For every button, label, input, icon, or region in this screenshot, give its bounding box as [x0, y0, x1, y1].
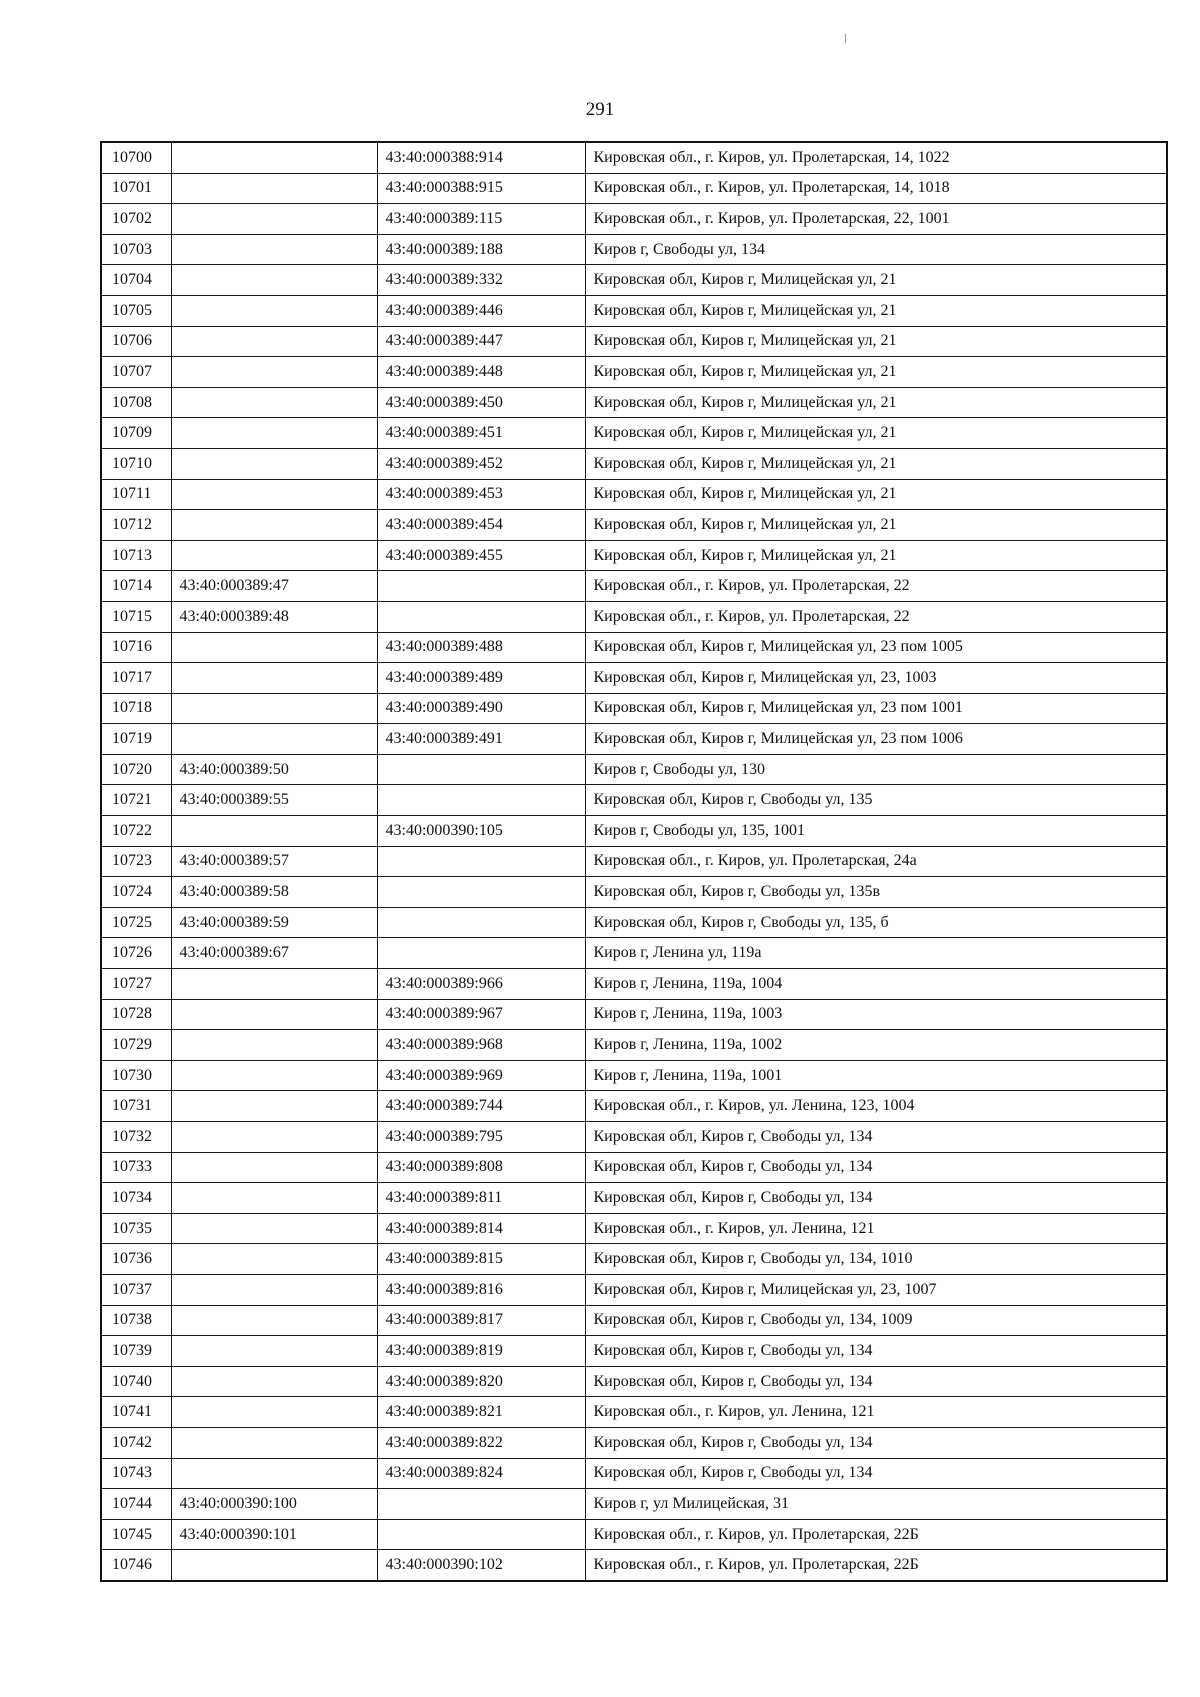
table-row	[101, 571, 1167, 602]
address-cell: Кировская обл, Киров г, Милицейская ул, 21	[585, 295, 1167, 326]
row-number-cell: 10702	[101, 204, 171, 235]
table-row	[101, 938, 1167, 969]
parcel-cadastral-number-cell	[171, 724, 377, 755]
address-cell: Кировская обл, Киров г, Милицейская ул, 21	[585, 418, 1167, 449]
parcel-cadastral-number-cell	[171, 1550, 377, 1581]
address-cell: Кировская обл, Киров г, Свободы ул, 134, 1009	[585, 1305, 1167, 1336]
address-cell: Кировская обл., г. Киров, ул. Пролетарская, 22Б	[585, 1550, 1167, 1581]
row-number-cell: 10713	[101, 540, 171, 571]
object-cadastral-number-cell: 43:40:000389:744	[377, 1091, 585, 1122]
page-number: 291	[585, 99, 615, 120]
parcel-cadastral-number-cell: 43:40:000389:58	[171, 877, 377, 908]
address-cell: Кировская обл, Киров г, Свободы ул, 134	[585, 1366, 1167, 1397]
row-number-cell: 10742	[101, 1427, 171, 1458]
table-row	[101, 1550, 1167, 1581]
object-cadastral-number-cell: 43:40:000389:966	[377, 969, 585, 1000]
parcel-cadastral-number-cell	[171, 1152, 377, 1183]
row-number-cell: 10720	[101, 754, 171, 785]
parcel-cadastral-number-cell	[171, 1305, 377, 1336]
table-row	[101, 142, 1167, 173]
table-row	[101, 601, 1167, 632]
object-cadastral-number-cell: 43:40:000389:115	[377, 204, 585, 235]
parcel-cadastral-number-cell	[171, 510, 377, 541]
table-row	[101, 234, 1167, 265]
parcel-cadastral-number-cell	[171, 295, 377, 326]
object-cadastral-number-cell: 43:40:000389:968	[377, 1030, 585, 1061]
parcel-cadastral-number-cell	[171, 632, 377, 663]
table-row	[101, 816, 1167, 847]
row-number-cell: 10710	[101, 448, 171, 479]
object-cadastral-number-cell	[377, 571, 585, 602]
parcel-cadastral-number-cell	[171, 663, 377, 694]
address-cell: Кировская обл., г. Киров, ул. Пролетарская, 22Б	[585, 1519, 1167, 1550]
address-cell: Кировская обл, Киров г, Милицейская ул, 21	[585, 265, 1167, 296]
parcel-cadastral-number-cell: 43:40:000389:48	[171, 601, 377, 632]
table-row	[101, 540, 1167, 571]
parcel-cadastral-number-cell	[171, 816, 377, 847]
address-cell: Кировская обл, Киров г, Свободы ул, 135в	[585, 877, 1167, 908]
object-cadastral-number-cell: 43:40:000389:822	[377, 1427, 585, 1458]
parcel-cadastral-number-cell	[171, 1397, 377, 1428]
address-cell: Кировская обл, Киров г, Милицейская ул, 21	[585, 326, 1167, 357]
table-row	[101, 1060, 1167, 1091]
row-number-cell: 10703	[101, 234, 171, 265]
object-cadastral-number-cell: 43:40:000389:811	[377, 1183, 585, 1214]
table-row	[101, 1030, 1167, 1061]
address-cell: Кировская обл, Киров г, Свободы ул, 134	[585, 1122, 1167, 1153]
row-number-cell: 10700	[101, 142, 171, 173]
object-cadastral-number-cell: 43:40:000389:488	[377, 632, 585, 663]
table-row	[101, 387, 1167, 418]
address-cell: Кировская обл, Киров г, Свободы ул, 134	[585, 1336, 1167, 1367]
object-cadastral-number-cell	[377, 754, 585, 785]
object-cadastral-number-cell: 43:40:000389:188	[377, 234, 585, 265]
parcel-cadastral-number-cell	[171, 1183, 377, 1214]
parcel-cadastral-number-cell	[171, 1060, 377, 1091]
row-number-cell: 10746	[101, 1550, 171, 1581]
address-cell: Кировская обл, Киров г, Милицейская ул, 21	[585, 448, 1167, 479]
table-row	[101, 1091, 1167, 1122]
row-number-cell: 10740	[101, 1366, 171, 1397]
parcel-cadastral-number-cell	[171, 693, 377, 724]
row-number-cell: 10719	[101, 724, 171, 755]
table-row	[101, 663, 1167, 694]
parcel-cadastral-number-cell	[171, 1336, 377, 1367]
parcel-cadastral-number-cell	[171, 1213, 377, 1244]
object-cadastral-number-cell: 43:40:000389:821	[377, 1397, 585, 1428]
parcel-cadastral-number-cell	[171, 418, 377, 449]
row-number-cell: 10721	[101, 785, 171, 816]
row-number-cell: 10731	[101, 1091, 171, 1122]
table-row	[101, 510, 1167, 541]
object-cadastral-number-cell	[377, 877, 585, 908]
object-cadastral-number-cell: 43:40:000389:455	[377, 540, 585, 571]
object-cadastral-number-cell: 43:40:000389:795	[377, 1122, 585, 1153]
parcel-cadastral-number-cell: 43:40:000389:47	[171, 571, 377, 602]
parcel-cadastral-number-cell: 43:40:000389:50	[171, 754, 377, 785]
table-row	[101, 1213, 1167, 1244]
table-row	[101, 1305, 1167, 1336]
row-number-cell: 10723	[101, 846, 171, 877]
object-cadastral-number-cell	[377, 1489, 585, 1520]
parcel-cadastral-number-cell: 43:40:000389:57	[171, 846, 377, 877]
address-cell: Киров г, Ленина, 119а, 1003	[585, 999, 1167, 1030]
address-cell: Кировская обл, Киров г, Милицейская ул, 23, 1003	[585, 663, 1167, 694]
address-cell: Кировская обл, Киров г, Свободы ул, 135, б	[585, 907, 1167, 938]
object-cadastral-number-cell: 43:40:000389:332	[377, 265, 585, 296]
object-cadastral-number-cell: 43:40:000389:808	[377, 1152, 585, 1183]
row-number-cell: 10712	[101, 510, 171, 541]
table-row	[101, 1336, 1167, 1367]
row-number-cell: 10743	[101, 1458, 171, 1489]
parcel-cadastral-number-cell	[171, 1458, 377, 1489]
table-row	[101, 907, 1167, 938]
object-cadastral-number-cell	[377, 1519, 585, 1550]
table-row	[101, 877, 1167, 908]
address-cell: Кировская обл., г. Киров, ул. Пролетарская, 14, 1022	[585, 142, 1167, 173]
row-number-cell: 10704	[101, 265, 171, 296]
row-number-cell: 10717	[101, 663, 171, 694]
row-number-cell: 10708	[101, 387, 171, 418]
object-cadastral-number-cell	[377, 938, 585, 969]
object-cadastral-number-cell: 43:40:000389:819	[377, 1336, 585, 1367]
parcel-cadastral-number-cell	[171, 387, 377, 418]
table-row	[101, 1489, 1167, 1520]
parcel-cadastral-number-cell	[171, 1122, 377, 1153]
object-cadastral-number-cell	[377, 601, 585, 632]
object-cadastral-number-cell: 43:40:000389:491	[377, 724, 585, 755]
address-cell: Кировская обл., г. Киров, ул. Пролетарская, 22	[585, 601, 1167, 632]
row-number-cell: 10736	[101, 1244, 171, 1275]
object-cadastral-number-cell: 43:40:000390:102	[377, 1550, 585, 1581]
parcel-cadastral-number-cell: 43:40:000390:101	[171, 1519, 377, 1550]
parcel-cadastral-number-cell: 43:40:000390:100	[171, 1489, 377, 1520]
table-row	[101, 846, 1167, 877]
table-row	[101, 724, 1167, 755]
object-cadastral-number-cell: 43:40:000389:490	[377, 693, 585, 724]
address-cell: Кировская обл, Киров г, Милицейская ул, 21	[585, 540, 1167, 571]
table-row	[101, 969, 1167, 1000]
address-cell: Кировская обл, Киров г, Свободы ул, 134	[585, 1152, 1167, 1183]
parcel-cadastral-number-cell	[171, 1244, 377, 1275]
row-number-cell: 10701	[101, 173, 171, 204]
row-number-cell: 10707	[101, 357, 171, 388]
table-row	[101, 326, 1167, 357]
row-number-cell: 10734	[101, 1183, 171, 1214]
row-number-cell: 10722	[101, 816, 171, 847]
table-row	[101, 265, 1167, 296]
table-row	[101, 1274, 1167, 1305]
parcel-cadastral-number-cell	[171, 357, 377, 388]
table-row	[101, 1519, 1167, 1550]
row-number-cell: 10735	[101, 1213, 171, 1244]
address-cell: Кировская обл, Киров г, Милицейская ул, 21	[585, 510, 1167, 541]
row-number-cell: 10725	[101, 907, 171, 938]
table-row	[101, 785, 1167, 816]
object-cadastral-number-cell: 43:40:000389:451	[377, 418, 585, 449]
address-cell: Кировская обл., г. Киров, ул. Пролетарская, 22, 1001	[585, 204, 1167, 235]
address-cell: Кировская обл., г. Киров, ул. Пролетарская, 22	[585, 571, 1167, 602]
table-row	[101, 448, 1167, 479]
parcel-cadastral-number-cell: 43:40:000389:55	[171, 785, 377, 816]
parcel-cadastral-number-cell	[171, 1274, 377, 1305]
parcel-cadastral-number-cell	[171, 479, 377, 510]
row-number-cell: 10729	[101, 1030, 171, 1061]
address-cell: Кировская обл, Киров г, Свободы ул, 134, 1010	[585, 1244, 1167, 1275]
table-row	[101, 632, 1167, 663]
row-number-cell: 10732	[101, 1122, 171, 1153]
address-cell: Кировская обл., г. Киров, ул. Ленина, 123, 1004	[585, 1091, 1167, 1122]
row-number-cell: 10724	[101, 877, 171, 908]
address-cell: Кировская обл, Киров г, Свободы ул, 135	[585, 785, 1167, 816]
row-number-cell: 10741	[101, 1397, 171, 1428]
row-number-cell: 10745	[101, 1519, 171, 1550]
object-cadastral-number-cell: 43:40:000389:967	[377, 999, 585, 1030]
parcel-cadastral-number-cell	[171, 204, 377, 235]
table-row	[101, 754, 1167, 785]
row-number-cell: 10733	[101, 1152, 171, 1183]
address-cell: Киров г, Ленина ул, 119а	[585, 938, 1167, 969]
table-row	[101, 1458, 1167, 1489]
table-row	[101, 1397, 1167, 1428]
address-cell: Кировская обл, Киров г, Свободы ул, 134	[585, 1183, 1167, 1214]
object-cadastral-number-cell: 43:40:000389:489	[377, 663, 585, 694]
row-number-cell: 10714	[101, 571, 171, 602]
row-number-cell: 10737	[101, 1274, 171, 1305]
object-cadastral-number-cell: 43:40:000389:452	[377, 448, 585, 479]
object-cadastral-number-cell: 43:40:000389:969	[377, 1060, 585, 1091]
registry-table	[100, 141, 1168, 1582]
object-cadastral-number-cell: 43:40:000389:814	[377, 1213, 585, 1244]
parcel-cadastral-number-cell	[171, 1427, 377, 1458]
object-cadastral-number-cell: 43:40:000389:815	[377, 1244, 585, 1275]
parcel-cadastral-number-cell	[171, 999, 377, 1030]
parcel-cadastral-number-cell	[171, 448, 377, 479]
table-row	[101, 1183, 1167, 1214]
row-number-cell: 10728	[101, 999, 171, 1030]
address-cell: Кировская обл., г. Киров, ул. Пролетарская, 14, 1018	[585, 173, 1167, 204]
address-cell: Кировская обл, Киров г, Милицейская ул, 23 пом 1005	[585, 632, 1167, 663]
table-row	[101, 1244, 1167, 1275]
address-cell: Киров г, Свободы ул, 130	[585, 754, 1167, 785]
table-row	[101, 693, 1167, 724]
table-row	[101, 1427, 1167, 1458]
object-cadastral-number-cell: 43:40:000389:454	[377, 510, 585, 541]
table-row	[101, 1122, 1167, 1153]
object-cadastral-number-cell: 43:40:000389:820	[377, 1366, 585, 1397]
row-number-cell: 10738	[101, 1305, 171, 1336]
address-cell: Кировская обл, Киров г, Милицейская ул, 23, 1007	[585, 1274, 1167, 1305]
row-number-cell: 10705	[101, 295, 171, 326]
address-cell: Киров г, Ленина, 119а, 1002	[585, 1030, 1167, 1061]
row-number-cell: 10739	[101, 1336, 171, 1367]
parcel-cadastral-number-cell	[171, 265, 377, 296]
address-cell: Киров г, Свободы ул, 135, 1001	[585, 816, 1167, 847]
object-cadastral-number-cell	[377, 907, 585, 938]
object-cadastral-number-cell: 43:40:000389:824	[377, 1458, 585, 1489]
object-cadastral-number-cell: 43:40:000388:914	[377, 142, 585, 173]
parcel-cadastral-number-cell: 43:40:000389:67	[171, 938, 377, 969]
row-number-cell: 10730	[101, 1060, 171, 1091]
object-cadastral-number-cell: 43:40:000389:817	[377, 1305, 585, 1336]
parcel-cadastral-number-cell	[171, 969, 377, 1000]
parcel-cadastral-number-cell	[171, 142, 377, 173]
address-cell: Киров г, ул Милицейская, 31	[585, 1489, 1167, 1520]
object-cadastral-number-cell: 43:40:000389:816	[377, 1274, 585, 1305]
address-cell: Кировская обл, Киров г, Свободы ул, 134	[585, 1458, 1167, 1489]
object-cadastral-number-cell: 43:40:000389:447	[377, 326, 585, 357]
object-cadastral-number-cell	[377, 785, 585, 816]
address-cell: Кировская обл, Киров г, Милицейская ул, 21	[585, 479, 1167, 510]
address-cell: Киров г, Свободы ул, 134	[585, 234, 1167, 265]
row-number-cell: 10727	[101, 969, 171, 1000]
parcel-cadastral-number-cell	[171, 326, 377, 357]
object-cadastral-number-cell: 43:40:000389:446	[377, 295, 585, 326]
parcel-cadastral-number-cell	[171, 173, 377, 204]
object-cadastral-number-cell: 43:40:000390:105	[377, 816, 585, 847]
object-cadastral-number-cell: 43:40:000389:450	[377, 387, 585, 418]
parcel-cadastral-number-cell	[171, 1091, 377, 1122]
address-cell: Кировская обл., г. Киров, ул. Ленина, 121	[585, 1213, 1167, 1244]
table-row	[101, 204, 1167, 235]
row-number-cell: 10716	[101, 632, 171, 663]
table-row	[101, 295, 1167, 326]
table-row	[101, 173, 1167, 204]
object-cadastral-number-cell	[377, 846, 585, 877]
address-cell: Киров г, Ленина, 119а, 1004	[585, 969, 1167, 1000]
parcel-cadastral-number-cell	[171, 1030, 377, 1061]
parcel-cadastral-number-cell	[171, 540, 377, 571]
scan-mark	[845, 34, 846, 43]
address-cell: Кировская обл., г. Киров, ул. Пролетарская, 24а	[585, 846, 1167, 877]
row-number-cell: 10718	[101, 693, 171, 724]
object-cadastral-number-cell: 43:40:000389:453	[377, 479, 585, 510]
address-cell: Кировская обл, Киров г, Свободы ул, 134	[585, 1427, 1167, 1458]
object-cadastral-number-cell: 43:40:000389:448	[377, 357, 585, 388]
address-cell: Кировская обл, Киров г, Милицейская ул, 23 пом 1006	[585, 724, 1167, 755]
parcel-cadastral-number-cell: 43:40:000389:59	[171, 907, 377, 938]
object-cadastral-number-cell: 43:40:000388:915	[377, 173, 585, 204]
table-row	[101, 1366, 1167, 1397]
row-number-cell: 10744	[101, 1489, 171, 1520]
row-number-cell: 10726	[101, 938, 171, 969]
table-row	[101, 1152, 1167, 1183]
row-number-cell: 10706	[101, 326, 171, 357]
table-row	[101, 418, 1167, 449]
table-row	[101, 479, 1167, 510]
address-cell: Кировская обл, Киров г, Милицейская ул, 21	[585, 357, 1167, 388]
address-cell: Киров г, Ленина, 119а, 1001	[585, 1060, 1167, 1091]
row-number-cell: 10709	[101, 418, 171, 449]
address-cell: Кировская обл., г. Киров, ул. Ленина, 121	[585, 1397, 1167, 1428]
row-number-cell: 10715	[101, 601, 171, 632]
row-number-cell: 10711	[101, 479, 171, 510]
parcel-cadastral-number-cell	[171, 234, 377, 265]
address-cell: Кировская обл, Киров г, Милицейская ул, 23 пом 1001	[585, 693, 1167, 724]
table-row	[101, 999, 1167, 1030]
parcel-cadastral-number-cell	[171, 1366, 377, 1397]
registry-table-body	[101, 142, 1167, 1581]
address-cell: Кировская обл, Киров г, Милицейская ул, 21	[585, 387, 1167, 418]
table-row	[101, 357, 1167, 388]
